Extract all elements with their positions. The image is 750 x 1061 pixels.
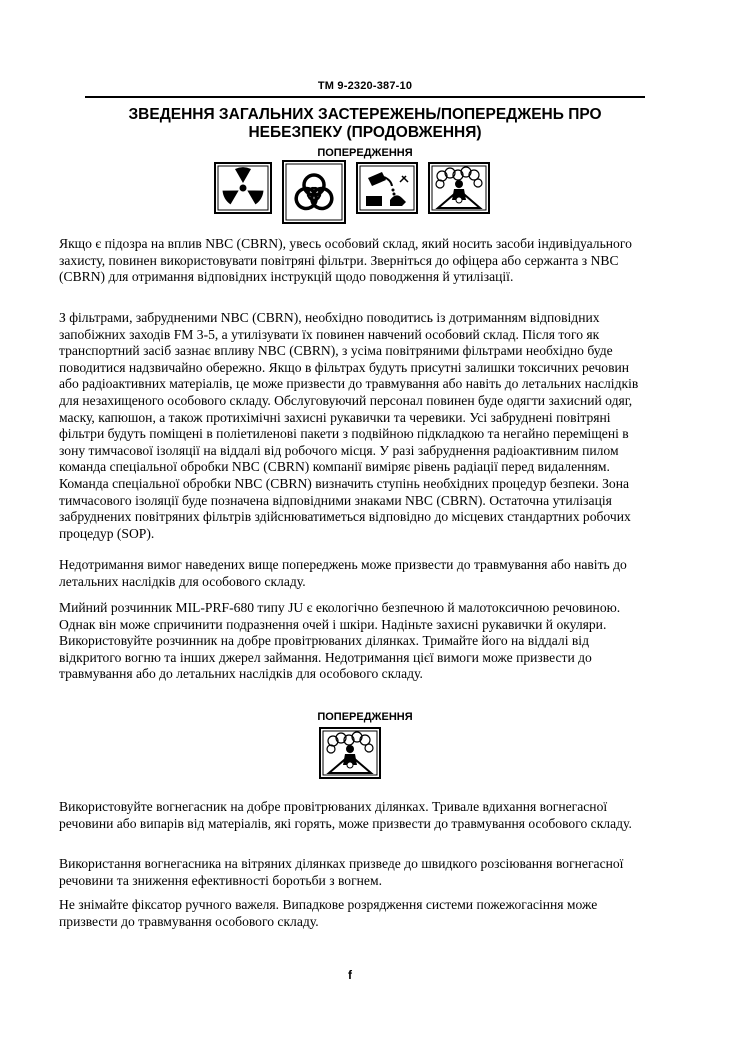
paragraph-block-3 [59,557,649,590]
paragraph-block-6 [59,856,649,889]
paragraph: Використання вогнегасника на вітряних ділянках призведе до швидкого розсіювання вогнегасної речовини та зниження ефективності боротьби з вогнем. [59,856,624,888]
paragraph: Мийний розчинник MIL-PRF-680 типу JU є екологічно безпечною й малотоксичною речовиною. Однак він може спричинити подразнення очей і шкіри. Надіньте захисні рукавички й окуляри. Використовуйте розчинник на добре провітрюваних ділянках. Тримайте його на віддалі від відкритого вогню та інших джерел займання. Недотримання цієї вимоги може призвести до травмування або до летальних наслідків для особового складу. [59,600,621,682]
paragraph: Не знімайте фіксатор ручного важеля. Випадкове розрядження системи пожежогасіння може призвести до травмування особового складу. [59,897,598,929]
paragraph-block-2 [59,310,649,542]
paragraph-block-4 [59,600,649,683]
paragraph: Якщо є підозра на вплив NBC (CBRN), увесь особовий склад, який носить засоби індивідуального захисту, повинен використовувати повітряні фільтри. Зверніться до офіцера або сержанта з NBC (CBRN) для отримання відповідних інструкцій щодо поводження й утилізації. [59,236,632,285]
warning-label: ПОПЕРЕДЖЕННЯ [317,711,413,723]
header-rule [85,96,645,98]
paragraph-block-1 [59,236,649,286]
radiation-hazard-icon [214,162,272,214]
page-number: f [348,968,352,982]
corrosive-chemical-icon [356,162,418,214]
hazard-icon-row [214,160,504,226]
paragraph: Використовуйте вогнегасник на добре провітрюваних ділянках. Тривале вдихання вогнегасної речовини або випарів від матеріалів, які горять, може призвести до травмування особового складу. [59,799,632,831]
paragraph-block-7 [59,897,649,930]
toxic-vapor-icon [428,162,490,214]
page-title: ЗВЕДЕННЯ ЗАГАЛЬНИХ ЗАСТЕРЕЖЕНЬ/ПОПЕРЕДЖЕНЬ ПРО НЕБЕЗПЕКУ (ПРОДОВЖЕННЯ) [128,106,602,141]
biohazard-icon [282,160,346,224]
paragraph: Недотримання вимог наведених вище попереджень може призвести до травмування або навіть до летальних наслідків для особового складу. [59,557,627,589]
toxic-vapor-icon [319,727,381,779]
paragraph: З фільтрами, забрудненими NBC (CBRN), необхідно поводитись із дотриманням відповідних запобіжних заходів FM 3-5, а утилізувати їх повинен навчений особовий склад. Після того як транспортний засіб зазнає впливу NBC (CBRN), з усіма повітряними фільтрами необхідно буде поводитися надзвичайно обережно. Якщо в фільтрах будуть присутні залишки токсичних речовин або радіоактивних матеріалів, це може призвести до травмування або навіть до летальних наслідків для незахищеного особового складу. Обслуговуючий персонал повинен буде одягти захисний одяг, маску, капюшон, а також протихімічні захисні рукавички та черевики. Усі забруднені повітряні фільтри будуть поміщені в поліетиленові пакети з подвійною підкладкою та негайно переміщені в зону тимчасової ізоляції на віддалі від робочого місця. У разі забруднення радіоактивним пилом команда спеціальної обробки NBC (CBRN) компанії виміряє рівень радіації перед видаленням. Команда спеціальної обробки NBC (CBRN) визначить ступінь необхідних процедур безпеки. Зона тимчасового ізоляції буде позначена відповідними знаками NBC (CBRN). Остаточна утилізація забруднених повітряних фільтрів здійснюватиметься відповідно до місцевих стандартних робочих процедур (SOP). [59,310,639,541]
tm-number-header: TM 9-2320-387-10 [317,80,413,92]
warning-label: ПОПЕРЕДЖЕННЯ [317,147,413,159]
paragraph-block-5 [59,799,649,832]
